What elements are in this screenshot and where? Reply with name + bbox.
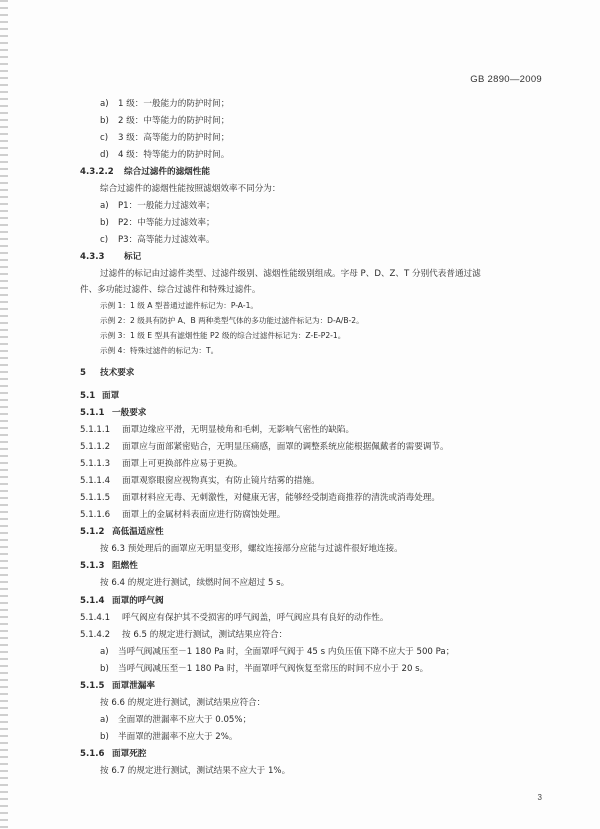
- clause: 5.1.1.2 面罩应与面部紧密贴合，无明显压痛感，面罩的调整系统应能根据佩戴者的需要调节。: [80, 442, 449, 452]
- list-item: a) P1：一般能力过滤效率；: [100, 201, 215, 211]
- clause: 5.1.1.4 面罩观察眼窗应视物真实，有防止镜片结雾的措施。: [80, 476, 320, 486]
- list-item: a) 1 级：一般能力的防护时间；: [100, 99, 230, 109]
- list-item: b) 当呼气阀减压至－1 180 Pa 时，半面罩呼气阀恢复至常压的时间不应小于 20 s。: [100, 664, 429, 674]
- paragraph: 按 6.7 的规定进行测试，测试结果不应大于 1%。: [100, 766, 291, 776]
- section-heading: 5.1.6 面罩死腔: [80, 749, 147, 759]
- list-item: d) 4 级：特等能力的防护时间。: [100, 150, 230, 160]
- section-heading: 5.1.2 高低温适应性: [80, 527, 164, 537]
- list-item: b) 2 级：中等能力的防护时间；: [100, 116, 230, 126]
- section-heading: 5.1 面罩: [80, 391, 120, 401]
- list-item: b) 半面罩的泄漏率不应大于 2%。: [100, 732, 238, 742]
- clause: 5.1.1.3 面罩上可更换部件应易于更换。: [80, 459, 243, 469]
- section-heading: 5.1.5 面罩泄漏率: [80, 681, 155, 691]
- list-item: b) P2：中等能力过滤效率；: [100, 218, 215, 228]
- section-heading: 4.3.3 标记: [80, 252, 142, 262]
- list-item: c) P3：高等能力过滤效率。: [100, 235, 215, 245]
- paragraph: 过滤件的标记由过滤件类型、过滤件级别、滤烟性能级别组成。字母 P、D、Z、T 分别代表普通过滤: [100, 269, 481, 279]
- paragraph: 件、多功能过滤件、综合过滤件和特殊过滤件。: [80, 285, 261, 295]
- paragraph: 按 6.3 预处理后的面罩应无明显变形，螺纹连接部分应能与过滤件很好地连接。: [100, 544, 403, 554]
- list-item: a) 当呼气阀减压至－1 180 Pa 时，全面罩呼气阀于 45 s 内负压值下降不应大于 500 Pa；: [100, 647, 455, 657]
- clause: 5.1.1.6 面罩上的金属材料表面应进行防腐蚀处理。: [80, 510, 286, 520]
- page-number: 3: [537, 793, 542, 802]
- example-line: 示例 4：特殊过滤件的标记为：T。: [100, 346, 219, 355]
- section-heading: 4.3.2.2 综合过滤件的滤烟性能: [80, 167, 210, 177]
- example-line: 示例 2：2 级具有防护 A、B 两种类型气体的多功能过滤件标记为：D-A/B-2。: [100, 316, 364, 325]
- clause: 5.1.4.2 按 6.5 的规定进行测试，测试结果应符合：: [80, 630, 288, 640]
- paragraph: 按 6.4 的规定进行测试，续燃时间不应超过 5 s。: [100, 578, 290, 588]
- example-line: 示例 3：1 级 E 型具有滤烟性能 P2 级的综合过滤件标记为：Z-E-P2-1。: [100, 331, 346, 340]
- clause: 5.1.1.5 面罩材料应无毒、无刺激性，对健康无害，能够经受制造商推荐的清洗或消毒处理。: [80, 493, 440, 503]
- section-heading: 5.1.3 阻燃性: [80, 561, 138, 571]
- list-item: c) 3 级：高等能力的防护时间；: [100, 133, 230, 143]
- list-item: a) 全面罩的泄漏率不应大于 0.05%；: [100, 715, 252, 725]
- example-line: 示例 1：1 级 A 型普通过滤件标记为：P-A-1。: [100, 301, 259, 310]
- paragraph: 按 6.6 的规定进行测试，测试结果应符合：: [100, 698, 266, 708]
- section-heading: 5.1.1 一般要求: [80, 408, 147, 418]
- clause: 5.1.4.1 呼气阀应有保护其不受损害的呼气阀盖，呼气阀应具有良好的动作性。: [80, 613, 389, 623]
- paragraph: 综合过滤件的滤烟性能按照滤烟效率不同分为：: [100, 184, 281, 194]
- section-heading: 5.1.4 面罩的呼气阀: [80, 596, 164, 606]
- standard-number: GB 2890—2009: [470, 74, 542, 85]
- clause: 5.1.1.1 面罩边缘应平滑，无明显棱角和毛刺，无影响气密性的缺陷。: [80, 425, 355, 435]
- chapter-heading: 5 技术要求: [80, 368, 135, 378]
- binding-edge: [0, 0, 8, 829]
